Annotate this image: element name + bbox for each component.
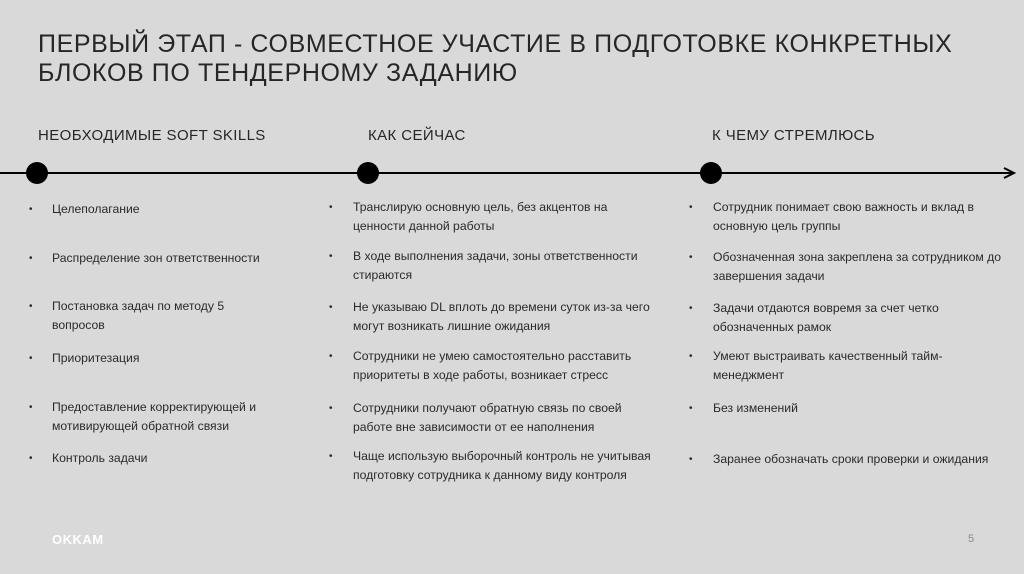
bullet-icon: •: [329, 451, 333, 462]
bullet-icon: •: [689, 403, 693, 414]
list-item: Контроль задачи: [52, 451, 148, 465]
column-header-goal: К ЧЕМУ СТРЕМЛЮСЬ: [712, 127, 876, 144]
list-item: Не указываю DL вплоть до времени суток из-за чего могут возникать лишние ожидания: [353, 300, 650, 333]
page-number: 5: [968, 533, 975, 545]
list-item: Обозначенная зона закреплена за сотрудником до завершения задачи: [713, 250, 1001, 283]
bullet-icon: •: [329, 302, 333, 313]
list-item: Сотрудники не умею самостоятельно расставить приоритеты в ходе работы, возникает стресс: [353, 349, 632, 382]
bullet-icon: •: [689, 351, 693, 362]
list-item: Заранее обозначать сроки проверки и ожидания: [713, 452, 989, 466]
list-item: Умеют выстраивать качественный тайм-менеджмент: [713, 349, 943, 382]
list-item: Предоставление корректирующей и мотивирующей обратной связи: [52, 400, 257, 433]
bullet-icon: •: [29, 253, 33, 264]
bullet-icon: •: [29, 204, 33, 215]
list-item: Без изменений: [713, 401, 798, 415]
list-item: Задачи отдаются вовремя за счет четко обозначенных рамок: [713, 301, 939, 334]
bullet-icon: •: [29, 301, 33, 312]
column-header-soft-skills: НЕОБХОДИМЫЕ SOFT SKILLS: [38, 127, 266, 144]
slide-title-line-1: ПЕРВЫЙ ЭТАП - СОВМЕСТНОЕ УЧАСТИЕ В ПОДГОТОВКЕ КОНКРЕТНЫХ: [38, 30, 953, 58]
list-item: Сотрудники получают обратную связь по своей работе вне зависимости от ее наполнения: [353, 401, 622, 434]
list-item: Постановка задач по методу 5 вопросов: [52, 299, 225, 332]
bullet-icon: •: [329, 202, 333, 213]
bullet-icon: •: [29, 402, 33, 413]
bullet-icon: •: [689, 202, 693, 213]
list-item: Сотрудник понимает свою важность и вклад в основную цель группы: [713, 200, 974, 233]
okkam-logo: OKKAM: [52, 532, 104, 547]
bullet-icon: •: [29, 453, 33, 464]
column-header-current: КАК СЕЙЧАС: [368, 127, 466, 144]
list-item: В ходе выполнения задачи, зоны ответственности стираются: [353, 249, 638, 282]
list-item: Распределение зон ответственности: [52, 251, 260, 265]
bullet-icon: •: [689, 303, 693, 314]
list-item: Целеполагание: [52, 202, 140, 216]
bullet-icon: •: [689, 252, 693, 263]
bullet-icon: •: [329, 251, 333, 262]
list-item: Транслирую основную цель, без акцентов на ценности данной работы: [353, 200, 608, 233]
bullet-icon: •: [329, 351, 333, 362]
bullet-icon: •: [689, 454, 693, 465]
bullet-icon: •: [29, 353, 33, 364]
bullet-icon: •: [329, 403, 333, 414]
list-item: Чаще использую выборочный контроль не учитывая подготовку сотрудника к данному виду контроля: [353, 449, 651, 482]
list-item: Приоритезация: [52, 351, 140, 365]
slide-title-line-2: БЛОКОВ ПО ТЕНДЕРНОМУ ЗАДАНИЮ: [38, 59, 518, 87]
